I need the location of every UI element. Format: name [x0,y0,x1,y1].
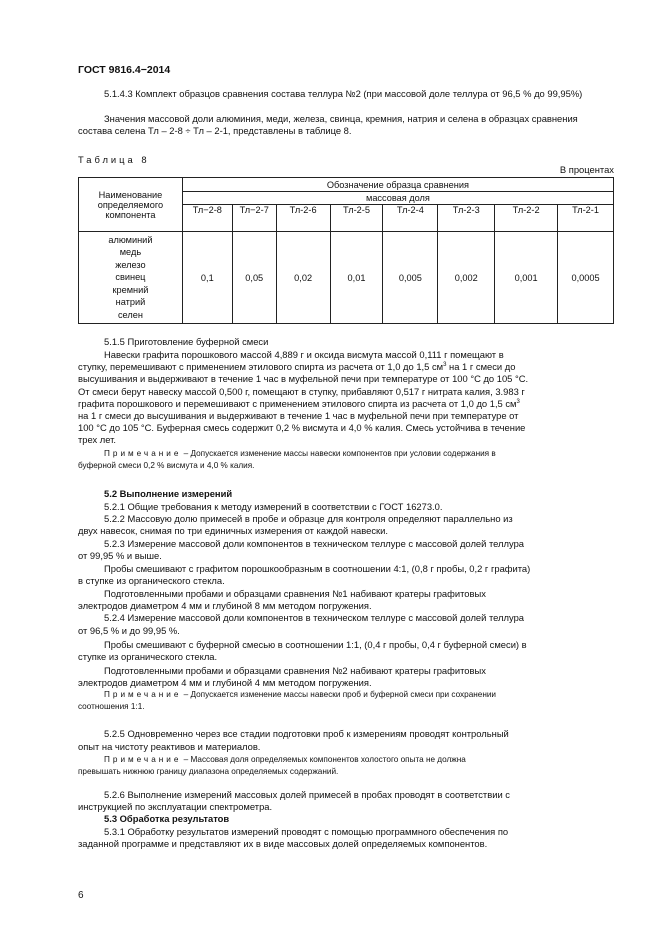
text-line: 5.2.4 Измерение массовой доли компонентов в техническом теллуре с массовой долей теллура [104,612,525,623]
table-cell: 0,1 [182,232,232,324]
text-line: 5.3.1 Обработку результатов измерений проводят с помощью программного обеспечения по [104,826,509,837]
section-5-3-title: 5.3 Обработка результатов [104,813,230,824]
superscript: 3 [443,361,447,368]
text-line: от 96,5 % и до 99,95 %. [78,625,180,636]
text-line [78,398,614,410]
table-caption: Таблица 8 [78,154,150,165]
text-line: Подготовленными пробами и образцами сравнения №1 набивают кратеры графитовых [104,588,486,599]
table-8 [78,177,614,324]
component-name: свинец [115,272,146,283]
text-line: в ступке из органического стекла. [78,575,225,586]
note-5-1-5 [78,449,614,460]
text-line: Пробы смешивают с буферной смесью в соотношении 1:1, (0,4 г пробы, 0,4 г буферной смеси) в [104,639,527,650]
column-header: Тл−2-7 [232,205,276,232]
column-header: Тл-2-3 [438,205,495,232]
table-head-sub: массовая доля [182,192,613,205]
note-5-2-5 [78,755,614,766]
component-name: медь [119,247,142,258]
text-line: заданной программе и представляют их в виде массовых долей определяемых компонентов. [78,838,488,849]
column-header: Тл-2-4 [383,205,438,232]
text-line: опыт на чистоту реактивов и материалов. [78,741,261,752]
text-line: на 1 г смеси до высушивания и выдерживают в течение 1 час в муфельной печи при температуре от [78,410,519,421]
text-line: двух навесок, снимая по три единичных измерения от каждой навески. [78,525,388,536]
note-text: – Допускается изменение массы навески компонентов при условии содержания в [181,449,496,458]
note-text: – Допускается изменение массы навески проб и буферной смеси при сохранении [181,690,496,699]
section-5-2-title: 5.2 Выполнение измерений [104,488,233,499]
note-5-1-5-cont: буферной смеси 0,2 % висмута и 4,0 % калия. [78,461,255,470]
text-line: Навески графита порошкового массой 4,889 г и оксида висмута массой 0,111 г помещают в [104,349,504,360]
component-name: натрий [115,297,146,308]
component-name: железо [115,259,146,270]
section-5-1-5-title: 5.1.5 Приготовление буферной смеси [104,336,269,347]
table-cell: 0,05 [232,232,276,324]
column-header: Тл−2-8 [182,205,232,232]
note-label: Примечание [104,755,182,764]
component-name: кремний [112,284,149,295]
table-cell: 0,002 [438,232,495,324]
table-units: В процентах [559,164,614,175]
text-line: 5.2.5 Одновременно через все стадии подготовки проб к измерениям проводят контрольный [104,728,509,739]
text-line: Пробы смешивают с графитом порошкообразным в соотношении 4:1, (0,8 г пробы, 0,2 г графита) [104,563,531,574]
components-cell [79,232,183,324]
note-label: Примечание [104,690,182,699]
text-span: на 1 г смеси до [446,361,516,372]
column-header: Тл-2-5 [330,205,383,232]
table-cell: 0,0005 [558,232,614,324]
text-span: ступку, перемешивают с применением этилового спирта из расчета от 1,0 до 1,5 см [78,361,444,372]
text-line: инструкцией по эксплуатации спектрометра. [78,801,273,812]
text-line: высушивания и выдерживают в течение 1 час в муфельной печи при температуре от 100 °С до 105 °С. [78,373,529,384]
component-name: алюминий [108,235,153,246]
note-5-2-4 [78,690,614,701]
text-line: ступке из органического стекла. [78,651,218,662]
text-line: от 99,95 % и выше. [78,550,162,561]
note-5-2-4-cont: соотношения 1:1. [78,702,145,711]
superscript: 3 [516,398,520,405]
table-cell: 0,005 [383,232,438,324]
text-line: электродов диаметром 4 мм и глубиной 8 мм методом погружения. [78,600,372,611]
text-line: 5.2.3 Измерение массовой доли компонентов в техническом теллуре с массовой долей теллура [104,538,525,549]
text-line: 5.2.6 Выполнение измерений массовых долей примесей в пробах проводят в соответствии с [104,789,510,800]
table-cell: 0,02 [276,232,330,324]
document-header: ГОСТ 9816.4−2014 [78,64,171,76]
table-head-name: Наименование определяемого компонента [79,178,183,232]
text-span: графита порошкового и перемешивают с применением этилового спирта из расчета от 1,0 до 1,5 см [78,398,517,409]
table-cell: 0,001 [495,232,558,324]
note-label: Примечание [104,449,182,458]
table-head-group: Обозначение образца сравнения [182,178,613,192]
table-cell: 0,01 [330,232,383,324]
text-line: электродов диаметром 4 мм и глубиной 4 мм методом погружения. [78,677,372,688]
text-line: трех лет. [78,434,117,445]
column-header: Тл-2-2 [495,205,558,232]
text-line: От смеси берут навеску массой 0,500 г, помещают в ступку, прибавляют 0,517 г нитрата калия, 3.983 г [78,386,525,397]
text-line: Подготовленными пробами и образцами сравнения №2 набивают кратеры графитовых [104,665,486,676]
text-line: 100 °С до 105 °С. Буферная смесь содержит 0,2 % висмута и 4,0 % калия. Смесь устойчива в течение [78,422,526,433]
text-line [78,361,614,373]
note-5-2-5-cont: превышать нижнюю границу диапазона определяемых содержаний. [78,767,339,776]
page-number: 6 [78,890,84,901]
component-name: селен [117,309,143,320]
table-row [79,232,614,324]
paragraph-5-1-4-3: 5.1.4.3 Комплект образцов сравнения состава теллура №2 (при массовой доле теллура от 96,5 % до 99,95%) [104,88,583,99]
text-line: 5.2.1 Общие требования к методу измерений в соответствии с ГОСТ 16273.0. [104,501,443,512]
column-header: Тл-2-1 [558,205,614,232]
column-header: Тл-2-6 [276,205,330,232]
note-text: – Массовая доля определяемых компонентов холостого опыта не должна [181,755,466,764]
text-line: 5.2.2 Массовую долю примесей в пробе и образце для контроля определяют параллельно из [104,513,513,524]
paragraph-values: Значения массовой доли алюминия, меди, железа, свинца, кремния, натрия и селена в образцах сравнения состава селена Тл – 2-8 ÷ Тл – 2-1, представлены в таблице 8. [78,113,578,136]
